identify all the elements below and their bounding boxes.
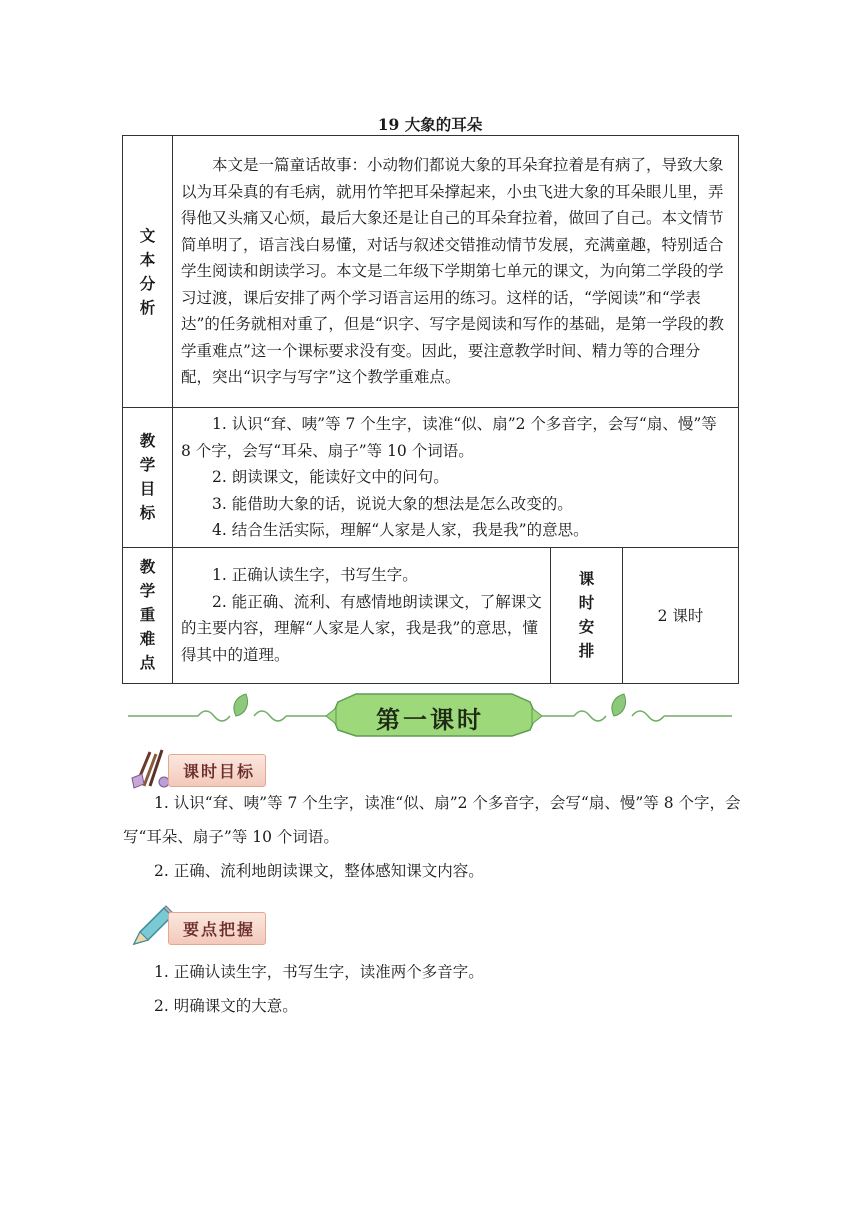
key-point-item: 2. 能正确、流利、有感情地朗读课文，了解课文的主要内容，理解“人家是人家，我是我”的意思，懂得其中的道理。 xyxy=(181,592,542,664)
key-points-header xyxy=(123,547,173,683)
section-keypoints-label: 要点把握 xyxy=(168,912,266,945)
section-keypoints-content xyxy=(123,955,743,1023)
header-char: 时 xyxy=(578,593,595,612)
header-char: 教 xyxy=(139,431,156,451)
header-char: 标 xyxy=(139,503,156,523)
goals-header xyxy=(123,408,173,548)
schedule-value: 2 课时 xyxy=(623,547,739,683)
goal-item: 2. 正确、流利地朗读课文，整体感知课文内容。 xyxy=(154,862,484,880)
lesson-title: 19 大象的耳朵 xyxy=(377,115,483,134)
analysis-header xyxy=(123,136,173,408)
goal-item: 3. 能借助大象的话，说说大象的想法是怎么改变的。 xyxy=(212,494,573,513)
header-char: 教 xyxy=(139,557,156,576)
header-char: 文 xyxy=(139,225,156,245)
lesson-plan-table xyxy=(122,135,739,684)
header-char: 学 xyxy=(139,581,156,600)
lesson-banner xyxy=(128,690,732,740)
goals-cell xyxy=(173,408,739,548)
header-char: 点 xyxy=(139,653,156,672)
keypoint-item: 1. 正确认读生字，书写生字，读准两个多音字。 xyxy=(154,963,484,981)
analysis-text: 本文是一篇童话故事：小动物们都说大象的耳朵耷拉着是有病了，导致大象以为耳朵真的有毛病，就用竹竿把耳朵撑起来，小虫飞进大象的耳朵眼儿里，弄得他又头痛又心烦，最后大象还是让自己的耳朵耷拉着，做回了自己。本文情节简单明了，语言浅白易懂，对话与叙述交错推动情节发展，充满童趣，特别适合学生阅读和朗读学习。本文是二年级下学期第七单元的课文，为向第二学段的学习过渡，课后安排了两个学习语言运用的练习。这样的话，“学阅读”和“学表达”的任务就相对重了，但是“识字、写字是阅读和写作的基础，是第一学段的教学重难点”这一个课标要求没有变。因此，要注意教学时间、精力等的合理分配，突出“识字与写字”这个教学重难点。 xyxy=(181,156,724,387)
key-points-row xyxy=(123,547,739,683)
goal-item: 1. 认识“耷、咦”等 7 个生字，读准“似、扇”2 个多音字，会写“扇、慢”等 8 个字，会写“耳朵、扇子”等 10 个词语。 xyxy=(123,794,741,846)
section-goals-label: 课时目标 xyxy=(168,754,266,787)
header-char: 学 xyxy=(139,455,156,475)
analysis-cell xyxy=(173,136,739,408)
section-keypoints-header xyxy=(128,904,298,946)
banner-title: 第一课时 xyxy=(376,705,484,734)
section-goals-header xyxy=(128,748,298,790)
section-goals-content xyxy=(123,786,743,888)
header-char: 课 xyxy=(578,569,595,588)
keypoint-item: 2. 明确课文的大意。 xyxy=(154,997,298,1015)
header-char: 析 xyxy=(139,297,156,317)
header-char: 重 xyxy=(139,605,156,624)
header-char: 分 xyxy=(139,273,156,293)
header-char: 难 xyxy=(139,629,156,648)
analysis-row xyxy=(123,136,739,408)
header-char: 安 xyxy=(578,617,595,636)
brush-pen-icon xyxy=(128,748,172,790)
goal-item: 4. 结合生活实际，理解“人家是人家，我是我”的意思。 xyxy=(212,521,589,539)
key-point-item: 1. 正确认读生字，书写生字。 xyxy=(212,566,418,584)
goals-row xyxy=(123,408,739,548)
key-points-cell xyxy=(173,547,551,683)
header-char: 目 xyxy=(139,479,156,499)
header-char: 排 xyxy=(578,641,595,660)
header-char: 本 xyxy=(139,249,156,269)
goal-item: 2. 朗读课文，能读好文中的问句。 xyxy=(212,468,449,486)
goal-item: 1. 认识“耷、咦”等 7 个生字，读准“似、扇”2 个多音字，会写“扇、慢”等 8 个字，会写“耳朵、扇子”等 10 个词语。 xyxy=(181,415,717,460)
schedule-header xyxy=(551,547,623,683)
